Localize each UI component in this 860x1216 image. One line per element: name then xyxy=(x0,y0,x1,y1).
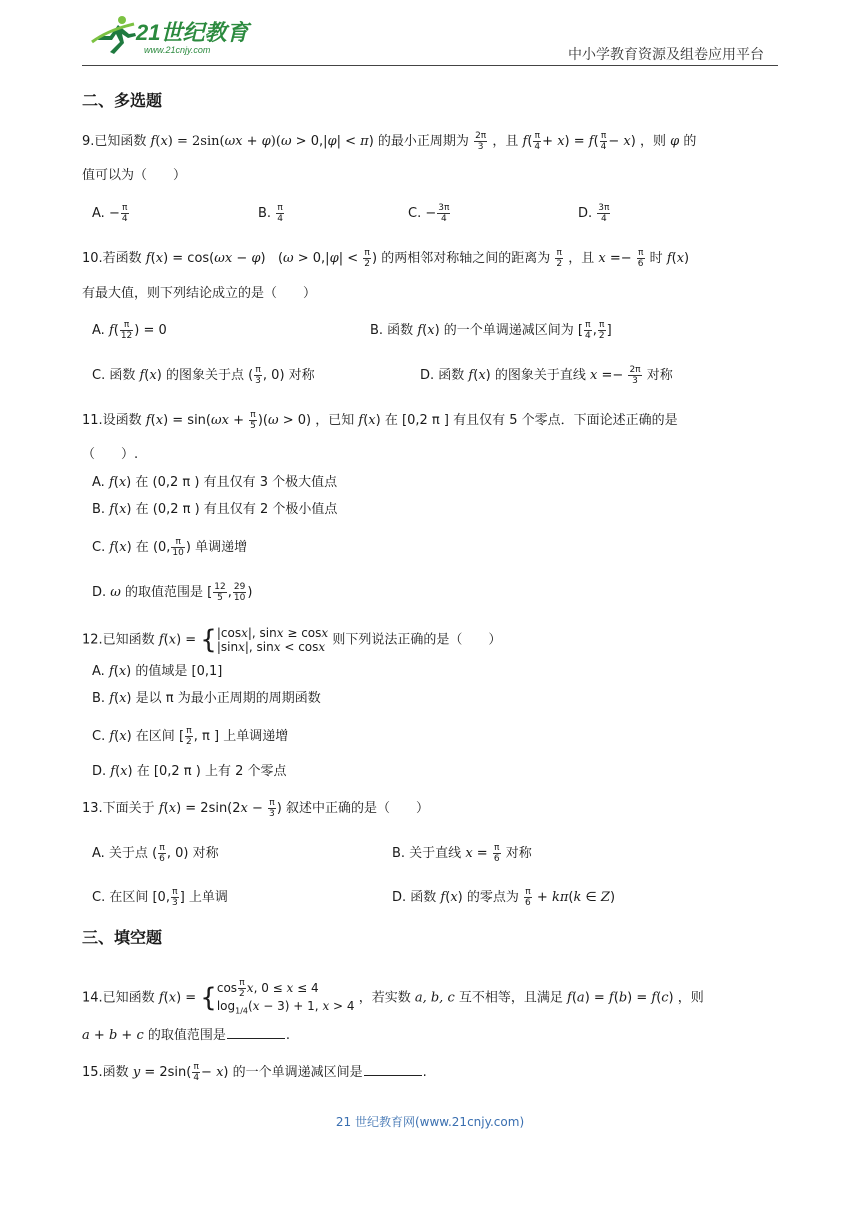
answer-blank[interactable] xyxy=(227,1026,285,1039)
logo-text: 21世纪教育 xyxy=(136,20,249,45)
question-9-option-b[interactable]: B. $\frac{\pi}{4}$ xyxy=(258,203,283,224)
question-13-option-d[interactable]: D. 函数 f(x) 的零点为 $\frac{\pi}{6}$ + kπ(k ∈ Z) xyxy=(392,887,616,908)
question-11-stem: 11.设函数 f(x) = sin(ωx + $\frac{\pi}{5}$ )(ω > 0) ，已知 f(x) 在 [0,2 π ] 有且仅有 5 个零点．下面论述正确的是 xyxy=(82,410,678,431)
question-11-option-c[interactable]: C. f(x) 在 (0, $\frac{\pi}{10}$ ) 单调递增 xyxy=(92,537,248,558)
question-12-option-b[interactable]: B. f(x) 是以 π 为最小正周期的周期函数 xyxy=(92,691,321,706)
question-15-stem: 15.函数 y = 2sin( $\frac{\pi}{4}$ − x) 的一个单调递减区间是 . xyxy=(82,1062,427,1083)
question-10-option-c[interactable]: C. 函数 f(x) 的图象关于点 ( $\frac{\pi}{3}$ , 0) 对称 xyxy=(92,365,315,386)
answer-blank[interactable] xyxy=(364,1063,422,1076)
question-14-stem-cont: a + b + c 的取值范围是 . xyxy=(82,1028,291,1043)
question-14-stem: 14.已知函数 f(x) = { cos $\frac{\pi}{2}$ x, 0 ≤ x ≤ 4 $\log_{1/4}(x - 3) + 1$, x > 4 ，若实数 a, b, c 互不相等，且满足 f(a) = f(b) = f(c) ，则 xyxy=(82,978,704,1016)
question-12-option-c[interactable]: C. f(x) 在区间 [ $\frac{\pi}{2}$ , π ] 上单调递增 xyxy=(92,726,289,747)
platform-name: 中小学教育资源及组卷应用平台 xyxy=(568,47,764,63)
question-9-option-a[interactable]: A. − $\frac{\pi}{4}$ xyxy=(92,203,128,224)
question-12-option-a[interactable]: A. f(x) 的值域是 [0,1] xyxy=(92,664,223,679)
question-10-option-b[interactable]: B. 函数 f(x) 的一个单调递减区间为 [ $\frac{\pi}{4}$ , $\frac{\pi}{2}$ ] xyxy=(370,320,612,341)
question-9-option-d[interactable]: D. $\frac{3\pi}{4}$ xyxy=(578,203,610,224)
question-11-option-d[interactable]: D. ω 的取值范围是 [ $\frac{12}{5}$ , $\frac{29}{10}$ ) xyxy=(92,582,253,603)
question-13-option-c[interactable]: C. 在区间 [0, $\frac{\pi}{3}$ ] 上单调 xyxy=(92,887,228,908)
question-13-option-a[interactable]: A. 关于点 ( $\frac{\pi}{6}$ , 0) 对称 xyxy=(92,843,219,864)
question-9-option-c[interactable]: C. − $\frac{3\pi}{4}$ xyxy=(408,203,450,224)
question-13-option-b[interactable]: B. 关于直线 x = $\frac{\pi}{6}$ 对称 xyxy=(392,843,532,864)
question-11-option-a[interactable]: A. f(x) 在 (0,2 π ) 有且仅有 3 个极大值点 xyxy=(92,475,338,490)
section-title-fill: 三、填空题 xyxy=(82,928,163,947)
footer-source[interactable]: 21 世纪教育网(www.21cnjy.com) xyxy=(335,1115,525,1129)
logo-url: www.21cnjy.com xyxy=(144,45,211,55)
question-10-option-d[interactable]: D. 函数 f(x) 的图象关于直线 x =− $\frac{2\pi}{3}$ 对称 xyxy=(420,365,673,386)
question-11-option-b[interactable]: B. f(x) 在 (0,2 π ) 有且仅有 2 个极小值点 xyxy=(92,502,338,517)
question-13-stem: 13.下面关于 f(x) = 2sin(2x − $\frac{\pi}{3}$ ) 叙述中正确的是（ ） xyxy=(82,798,430,819)
header-divider xyxy=(82,65,778,66)
question-12-stem: 12.已知函数 f(x) = { |cosx|, sinx ≥ cosx |sinx|, sinx < cosx 则下列说法正确的是（ ） xyxy=(82,625,502,655)
question-12-option-d[interactable]: D. f(x) 在 [0,2 π ) 上有 2 个零点 xyxy=(92,764,287,779)
question-10-option-a[interactable]: A. f( $\frac{\pi}{12}$ ) = 0 xyxy=(92,320,167,341)
section-title-multi: 二、多选题 xyxy=(82,91,163,110)
question-9-stem-cont: 值可以为（ ） xyxy=(82,168,187,183)
page-header xyxy=(0,0,860,70)
question-11-stem-cont: （ ）. xyxy=(82,447,139,462)
logo xyxy=(88,12,258,58)
runner-icon xyxy=(92,16,136,54)
question-9-stem: 9.已知函数 f(x) = 2sin(ωx + φ)(ω > 0,|φ| < π) 的最小正周期为 $\frac{2\pi}{3}$ ，且 f( $\frac{\pi}{4}$ + x) = f( $\frac{\pi}{4}$ − x) ，则 φ 的 xyxy=(82,131,697,152)
question-10-stem-cont: 有最大值，则下列结论成立的是（ ） xyxy=(82,286,317,301)
question-10-stem: 10.若函数 f(x) = cos(ωx − φ) (ω > 0,|φ| < $\frac{\pi}{2}$ ) 的两相邻对称轴之间的距离为 $\frac{\pi}{2}$ ，且 x =− $\frac{\pi}{6}$ 时 f(x) xyxy=(82,248,690,269)
